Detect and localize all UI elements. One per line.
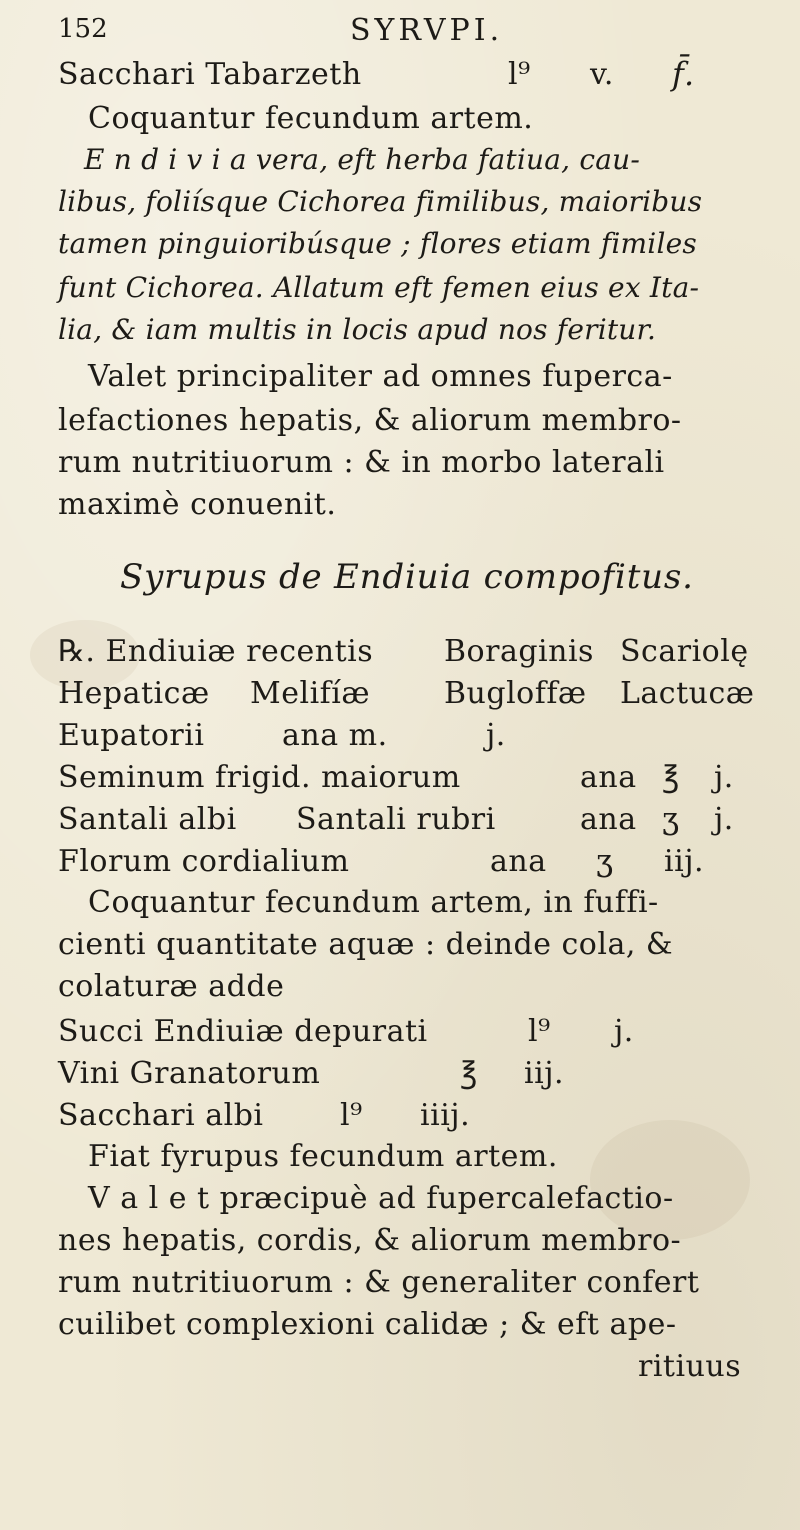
recipe-cell: iij.	[664, 844, 705, 879]
recipe-cell: ℥	[662, 760, 680, 795]
text-line: rum nutritiuorum : & in morbo laterali	[58, 445, 665, 480]
paper-stain	[590, 1120, 750, 1240]
section-title: Syrupus de Endiuia compofitus.	[120, 557, 694, 597]
text-line: cienti quantitate aquæ : deinde cola, &	[58, 927, 674, 962]
recipe-cell: ʒ	[662, 802, 680, 837]
recipe-cell: ℞. Endiuiæ recentis	[58, 634, 374, 669]
text-line: funt Cichorea. Allatum eft femen eius ex Ita-	[58, 271, 700, 304]
recipe-cell: j.	[714, 802, 734, 837]
recipe-cell: iiij.	[420, 1098, 471, 1133]
text-line: V a l e t præcipuè ad fupercalefactio-	[88, 1181, 674, 1216]
recipe-cell: j.	[614, 1014, 634, 1049]
text-line: nes hepatis, cordis, & aliorum membro-	[58, 1223, 682, 1258]
text-line: colaturæ adde	[58, 969, 285, 1004]
text-line: E n d i v i a vera, eft herba fatiua, cau-	[84, 143, 641, 176]
recipe-cell: Santali albi	[58, 802, 237, 837]
recipe-cell: j.	[486, 718, 506, 753]
recipe-cell: Succi Endiuiæ depurati	[58, 1014, 428, 1049]
recipe-cell: Seminum frigid. maiorum	[58, 760, 461, 795]
recipe-cell: ana	[580, 802, 637, 837]
recipe-cell: Melifíæ	[250, 676, 371, 711]
running-title: SYRVPI.	[350, 13, 504, 48]
text-line: libus, foliísque Cichorea fimilibus, maioribus	[58, 185, 703, 218]
recipe-cell: ana m.	[282, 718, 388, 753]
recipe-cell: ana	[490, 844, 547, 879]
page-number: 152	[58, 14, 108, 44]
text-line: Coquantur fecundum artem, in fuffi-	[88, 885, 659, 920]
recipe-cell: Santali rubri	[296, 802, 496, 837]
text-line: tamen pinguioribúsque ; flores etiam fimiles	[58, 227, 697, 260]
recipe-cell: Hepaticæ	[58, 676, 210, 711]
text-line: lia, & iam multis in locis apud nos feritur.	[58, 313, 657, 346]
text-line: lefactiones hepatis, & aliorum membro-	[58, 403, 682, 438]
recipe-cell: Florum cordialium	[58, 844, 350, 879]
recipe-cell: Lactucæ	[620, 676, 755, 711]
recipe-cell: Sacchari albi	[58, 1098, 264, 1133]
text-line: Coquantur fecundum artem.	[88, 101, 534, 136]
recipe-cell: iij.	[524, 1056, 565, 1091]
recipe-cell: l⁹	[528, 1014, 551, 1049]
recipe-cell: Scariolę	[620, 634, 749, 669]
text-line: cuilibet complexioni calidæ ; & eft ape-	[58, 1307, 677, 1342]
entry-sacchari-name: Sacchari Tabarzeth	[58, 57, 362, 92]
recipe-cell: Vini Granatorum	[58, 1056, 321, 1091]
recipe-cell: j.	[714, 760, 734, 795]
recipe-cell: ʒ	[596, 844, 614, 879]
entry-sacchari-qty2: v.	[590, 57, 614, 92]
text-line: maximè conuenit.	[58, 487, 337, 522]
recipe-cell: Eupatorii	[58, 718, 205, 753]
entry-sacchari-fiat: f̄.	[672, 55, 695, 93]
catchword: ritiuus	[638, 1349, 742, 1384]
recipe-cell: Boraginis	[444, 634, 594, 669]
recipe-cell: ana	[580, 760, 637, 795]
text-line: rum nutritiuorum : & generaliter confert	[58, 1265, 700, 1300]
text-line: Fiat fyrupus fecundum artem.	[88, 1139, 558, 1174]
recipe-cell: l⁹	[340, 1098, 363, 1133]
recipe-cell: ℥	[460, 1056, 478, 1091]
text-line: Valet principaliter ad omnes fuperca-	[88, 359, 673, 394]
recipe-cell: Bugloffæ	[444, 676, 587, 711]
entry-sacchari-qty: l⁹	[508, 57, 531, 92]
